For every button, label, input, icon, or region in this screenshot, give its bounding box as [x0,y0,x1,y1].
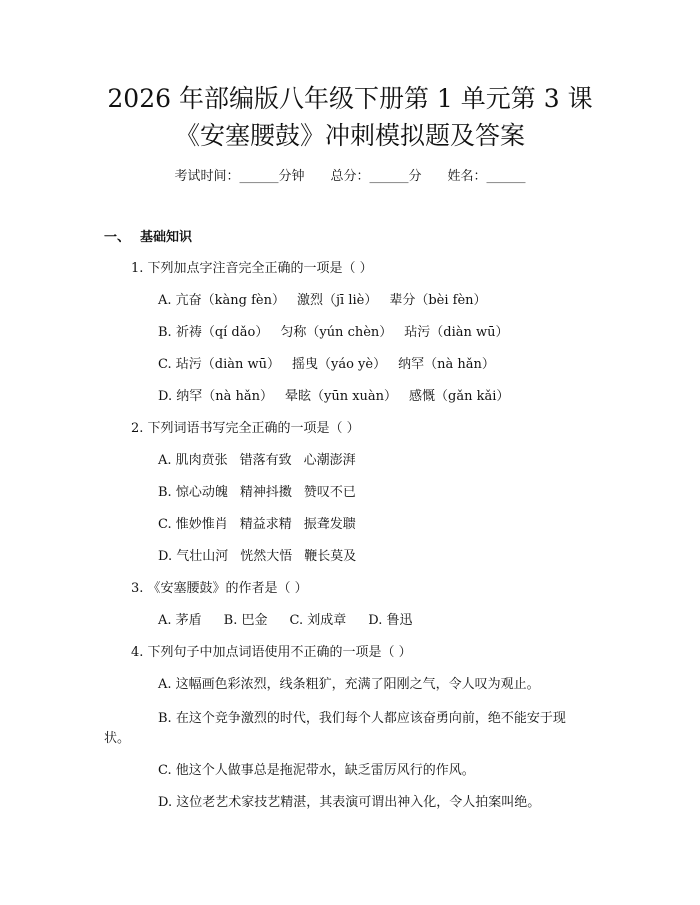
name-field: 姓名：______ [447,169,526,184]
question-3-options [158,611,412,631]
question-1-stem: 1. 下列加点字注音完全正确的一项是（ ） [131,261,373,276]
total-score-field: 总分：______分 [330,169,422,184]
question-4-option-c: C. 他这个人做事总是拖泥带水，缺乏雷厉风行的作风。 [158,763,475,778]
question-3-option-d: D. 鲁迅 [368,613,413,628]
question-4-option-d: D. 这位老艺术家技艺精湛，其表演可谓出神入化，令人拍案叫绝。 [158,795,541,810]
question-2-option-d: D. 气壮山河 恍然大悟 鞭长莫及 [158,549,357,564]
exam-time-field: 考试时间：______分钟 [174,169,305,184]
exam-meta [0,167,700,187]
question-3-stem: 3. 《安塞腰鼓》的作者是（ ） [131,581,308,596]
question-2-option-c: C. 惟妙惟肖 精益求精 振聋发聩 [158,517,356,532]
section-title: 基础知识 [140,230,193,245]
question-4-stem: 4. 下列句子中加点词语使用不正确的一项是（ ） [131,645,412,660]
question-4-option-b-continued: 状。 [104,731,131,746]
question-1-option-d: D. 纳罕（nà hǎn） 晕眩（yūn xuàn） 感慨（gǎn kǎi） [158,389,510,404]
question-3-option-a: A. 茅盾 [158,613,202,628]
page-title-line1: 2026 年部编版八年级下册第 1 单元第 3 课 [107,84,593,113]
question-3-option-b: B. 巴金 [223,613,268,628]
question-4-option-a: A. 这幅画色彩浓烈，线条粗犷，充满了阳刚之气，令人叹为观止。 [158,677,540,692]
section-number: 一、 [104,230,131,245]
section-heading [104,228,192,248]
question-3-option-c: C. 刘成章 [289,613,347,628]
question-2-option-b: B. 惊心动魄 精神抖擞 赞叹不已 [158,485,356,500]
question-1-option-c: C. 玷污（diàn wū） 摇曳（yáo yè） 纳罕（nà hǎn） [158,357,495,372]
question-4-option-b: B. 在这个竞争激烈的时代，我们每个人都应该奋勇向前，绝不能安于现 [158,711,566,726]
question-1-option-a: A. 亢奋（kàng fèn） 激烈（jī liè） 辈分（bèi fèn） [158,293,487,308]
question-1-option-b: B. 祈祷（qí dǎo） 匀称（yún chèn） 玷污（diàn wū） [158,325,509,340]
page-title-line2: 《安塞腰鼓》冲刺模拟题及答案 [174,121,525,150]
question-2-option-a: A. 肌肉贲张 错落有致 心潮澎湃 [158,453,356,468]
question-2-stem: 2. 下列词语书写完全正确的一项是（ ） [131,421,360,436]
